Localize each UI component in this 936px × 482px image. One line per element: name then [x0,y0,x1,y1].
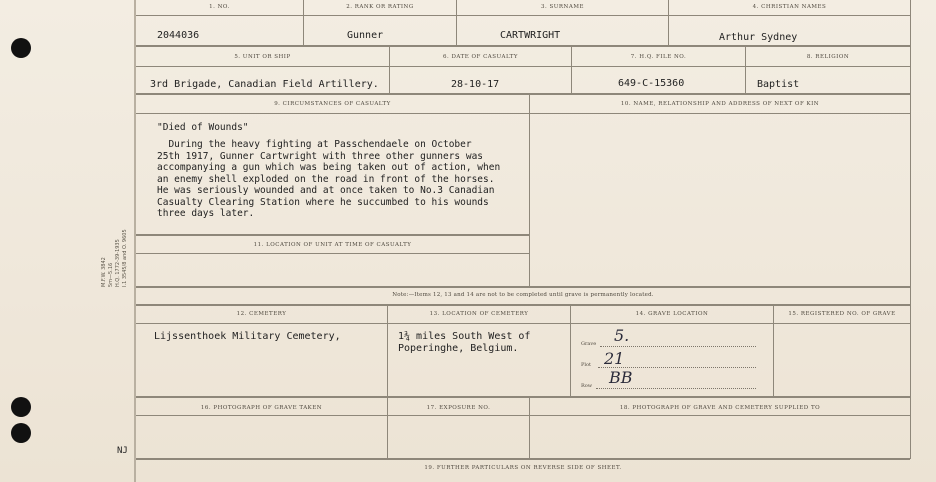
label-cemetery: 12. CEMETERY [236,311,287,317]
surname-value: CARTWRIGHT [500,30,561,41]
label-christian-names: 4. CHRISTIAN NAMES [752,4,827,10]
circumstances-line: He was seriously wounded and at once taken to No.3 Canadian [157,185,495,196]
label-file-no: 7. H.Q. FILE NO. [630,54,687,60]
printer-mark: M.F.W. 3842 5m—5.16 H.Q. 1772-39-1935 I.1 3545/8 and O. 9605 [101,229,128,287]
label-religion: 8. RELIGION [806,54,850,60]
grave-number: 5. [614,326,630,345]
circumstances-line: an enemy shell exploded on the road in front of the horses. [157,173,495,185]
date-value: 28-10-17 [451,79,500,90]
file-no-value: 649-C-15360 [618,78,685,89]
label-grave-location: 14. GRAVE LOCATION [635,311,709,317]
circumstances-text [157,139,500,220]
punch-hole [11,397,31,417]
unit-value: 3rd Brigade, Canadian Field Artillery. [150,79,379,90]
circumstances-line: accompanying a gun which was being taken out of action, when [157,162,501,173]
punch-hole [11,423,31,443]
note-text: Note:—Items 12, 13 and 14 are not to be completed until grave is permanently located. [392,292,654,298]
label-surname: 3. SURNAME [541,4,584,10]
row-number: BB [609,368,633,387]
plot-number: 21 [604,349,625,368]
further-particulars: 19. FURTHER PARTICULARS ON REVERSE SIDE OF SHEET. [424,465,622,471]
circumstances-line: Casualty Clearing Station where he succumbed to his wounds [157,196,489,208]
label-exposure-no: 17. EXPOSURE NO. [426,405,491,411]
label-next-of-kin: 10. NAME, RELATIONSHIP AND ADDRESS OF NEXT OF KIN [620,101,820,107]
label-photo-supplied: 18. PHOTOGRAPH OF GRAVE AND CEMETERY SUPPLIED TO [619,405,821,411]
label-plot: Plot [581,362,591,368]
label-date: 6. DATE OF CASUALTY [443,54,518,60]
cemetery-location-line: 1¾ miles South West of [398,331,531,342]
cemetery-value: Lijssenthoek Military Cemetery, [154,331,341,342]
label-registered-no: 15. REGISTERED NO. OF GRAVE [788,311,896,317]
cemetery-location-line: Poperinghe, Belgium. [398,343,519,354]
label-grave: Grave [581,341,597,347]
circumstances-line: 25th 1917, Gunner Cartwright with three other gunners was [157,150,484,162]
service-number: 2044036 [157,30,200,41]
label-location-of-unit: 11. LOCATION OF UNIT AT TIME OF CASUALTY [253,242,412,248]
punch-hole [11,38,31,58]
label-row: Row [581,383,593,389]
label-no: 1. NO. [209,4,230,10]
label-location-of-cemetery: 13. LOCATION OF CEMETERY [429,311,529,317]
label-unit: 5. UNIT OR SHIP [234,54,291,60]
label-circumstances: 9. CIRCUMSTANCES OF CASUALTY [274,101,391,107]
circumstances-line: During the heavy fighting at Passchendaele on October [157,139,472,150]
religion-value: Baptist [757,79,800,90]
circumstances-line: three days later. [157,208,255,219]
nj-mark: NJ [117,446,128,456]
circumstances-title: "Died of Wounds" [157,122,249,133]
label-photo-taken: 16. PHOTOGRAPH OF GRAVE TAKEN [200,405,323,411]
label-rank: 2. RANK OR RATING [346,4,414,10]
christian-names-value: Arthur Sydney [719,32,798,43]
rank-value: Gunner [347,30,384,41]
